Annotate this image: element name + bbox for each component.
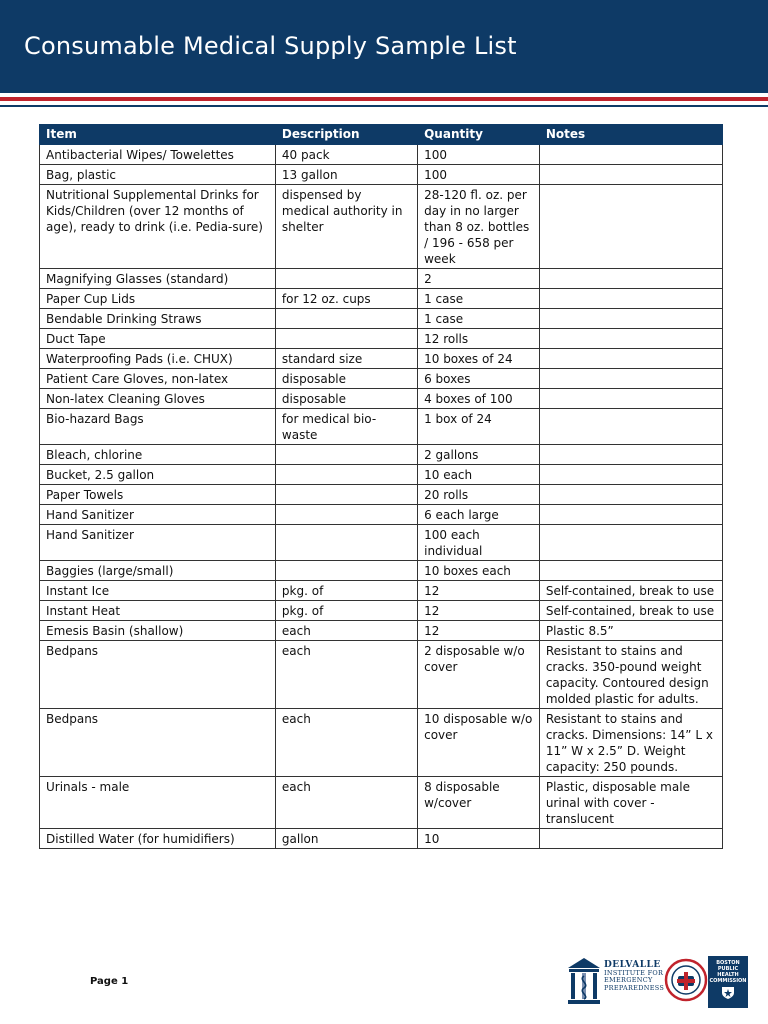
footer-logos [560,952,768,1012]
cell-quantity: 100 [418,145,540,165]
cell-item: Hand Sanitizer [40,505,276,525]
cell-quantity: 10 boxes each [418,561,540,581]
cell-quantity: 2 [418,269,540,289]
delvalle-name: DELVALLE [604,960,661,970]
cell-item: Paper Cup Lids [40,289,276,309]
cell-quantity: 28-120 fl. oz. per day in no larger than 8 oz. bottles / 196 - 658 per week [418,185,540,269]
cell-notes [539,329,722,349]
cell-description [275,505,417,525]
cell-quantity: 8 disposable w/cover [418,777,540,829]
table-row [40,485,723,505]
cell-quantity: 12 rolls [418,329,540,349]
cell-item: Duct Tape [40,329,276,349]
cell-description: pkg. of [275,581,417,601]
cell-quantity: 4 boxes of 100 [418,389,540,409]
cell-quantity: 12 [418,601,540,621]
table-row [40,641,723,709]
cell-description: each [275,709,417,777]
cell-notes [539,309,722,329]
cell-notes [539,185,722,269]
cell-notes [539,389,722,409]
table-row [40,165,723,185]
cell-notes [539,409,722,445]
page-header [0,0,768,93]
cell-description [275,309,417,329]
cell-item: Magnifying Glasses (standard) [40,269,276,289]
supply-table [39,124,723,849]
cell-item: Patient Care Gloves, non-latex [40,369,276,389]
delvalle-line-institute: INSTITUTE FOR [604,968,664,977]
delvalle-logo-icon [566,956,602,1006]
cell-description [275,525,417,561]
page-title: Consumable Medical Supply Sample List [24,32,517,60]
cell-item: Bendable Drinking Straws [40,309,276,329]
cell-notes [539,465,722,485]
cell-description [275,445,417,465]
cell-quantity: 20 rolls [418,485,540,505]
cell-notes [539,165,722,185]
cell-quantity: 10 disposable w/o cover [418,709,540,777]
table-row [40,601,723,621]
table-row [40,829,723,849]
cell-notes: Self-contained, break to use [539,601,722,621]
table-row [40,581,723,601]
cell-quantity: 10 each [418,465,540,485]
cell-quantity: 6 each large [418,505,540,525]
cell-item: Bag, plastic [40,165,276,185]
table-row [40,145,723,165]
column-header-description: Description [275,125,417,145]
column-header-item: Item [40,125,276,145]
column-header-quantity: Quantity [418,125,540,145]
delvalle-line-emergency: EMERGENCY [604,976,653,984]
table-row [40,289,723,309]
table-row [40,329,723,349]
cell-description: disposable [275,369,417,389]
table-row [40,445,723,465]
table-row [40,389,723,409]
table-row [40,561,723,581]
cell-notes [539,349,722,369]
cell-description: gallon [275,829,417,849]
cell-quantity: 100 [418,165,540,185]
cell-item: Baggies (large/small) [40,561,276,581]
cell-item: Hand Sanitizer [40,525,276,561]
cell-quantity: 12 [418,581,540,601]
cell-quantity: 100 each individual [418,525,540,561]
city-seal-icon [664,958,708,1002]
cell-notes [539,269,722,289]
table-row [40,505,723,525]
table-row [40,465,723,485]
cell-quantity: 12 [418,621,540,641]
table-row [40,525,723,561]
cell-quantity: 1 case [418,289,540,309]
cell-quantity: 6 boxes [418,369,540,389]
cell-item: Non-latex Cleaning Gloves [40,389,276,409]
cell-item: Instant Ice [40,581,276,601]
cell-description [275,485,417,505]
cell-notes [539,525,722,561]
cell-description: pkg. of [275,601,417,621]
cell-item: Bucket, 2.5 gallon [40,465,276,485]
cell-item: Bio-hazard Bags [40,409,276,445]
cell-quantity: 1 case [418,309,540,329]
delvalle-logo-text [604,962,664,992]
page-number: Page 1 [90,976,129,987]
bphc-line-public: PUBLIC [717,966,739,972]
cell-notes [539,561,722,581]
table-row [40,309,723,329]
cell-notes: Plastic, disposable male urinal with cover - translucent [539,777,722,829]
bphc-logo [708,956,748,1008]
column-header-notes: Notes [539,125,722,145]
cell-description: 13 gallon [275,165,417,185]
cell-quantity: 10 boxes of 24 [418,349,540,369]
cell-item: Urinals - male [40,777,276,829]
table-row [40,621,723,641]
cell-notes [539,145,722,165]
cell-quantity: 10 [418,829,540,849]
cell-item: Bleach, chlorine [40,445,276,465]
cell-item: Bedpans [40,641,276,709]
table-row [40,709,723,777]
shield-icon [720,986,736,1000]
cell-notes [539,829,722,849]
cell-item: Bedpans [40,709,276,777]
cell-item: Instant Heat [40,601,276,621]
cell-description [275,329,417,349]
table-row [40,185,723,269]
delvalle-line-preparedness: PREPAREDNESS [604,983,665,992]
cell-description: for 12 oz. cups [275,289,417,309]
cell-notes [539,369,722,389]
cell-item: Paper Towels [40,485,276,505]
cell-item: Waterproofing Pads (i.e. CHUX) [40,349,276,369]
bphc-line-boston: BOSTON [716,960,740,966]
table-row [40,269,723,289]
cell-description [275,561,417,581]
cell-description: 40 pack [275,145,417,165]
cell-quantity: 2 disposable w/o cover [418,641,540,709]
cell-description [275,465,417,485]
cell-description: dispensed by medical authority in shelter [275,185,417,269]
cell-notes: Resistant to stains and cracks. Dimensions: 14” L x 11” W x 2.5” D. Weight capacity: 250 pounds. [539,709,722,777]
cell-notes [539,505,722,525]
cell-item: Antibacterial Wipes/ Towelettes [40,145,276,165]
cell-item: Distilled Water (for humidifiers) [40,829,276,849]
cell-notes [539,289,722,309]
cell-description: disposable [275,389,417,409]
cell-notes [539,445,722,465]
cell-notes: Resistant to stains and cracks. 350-pound weight capacity. Contoured design molded plastic for adults. [539,641,722,709]
table-body [40,145,723,849]
cell-description: each [275,621,417,641]
cell-description: each [275,777,417,829]
cell-notes [539,485,722,505]
cell-notes: Plastic 8.5” [539,621,722,641]
table-row [40,349,723,369]
bphc-line-commission: COMMISSION [709,978,747,984]
header-divider-blue [0,105,768,107]
table-header-row [40,125,723,145]
table-row [40,777,723,829]
cell-description [275,269,417,289]
bphc-line-health: HEALTH [717,972,739,978]
cell-item: Nutritional Supplemental Drinks for Kids/Children (over 12 months of age), ready to drink (i.e. Pedia-sure) [40,185,276,269]
cell-quantity: 1 box of 24 [418,409,540,445]
cell-description: for medical bio-waste [275,409,417,445]
cell-notes: Self-contained, break to use [539,581,722,601]
table-row [40,369,723,389]
cell-description: each [275,641,417,709]
cell-description: standard size [275,349,417,369]
cell-quantity: 2 gallons [418,445,540,465]
cell-item: Emesis Basin (shallow) [40,621,276,641]
table-row [40,409,723,445]
